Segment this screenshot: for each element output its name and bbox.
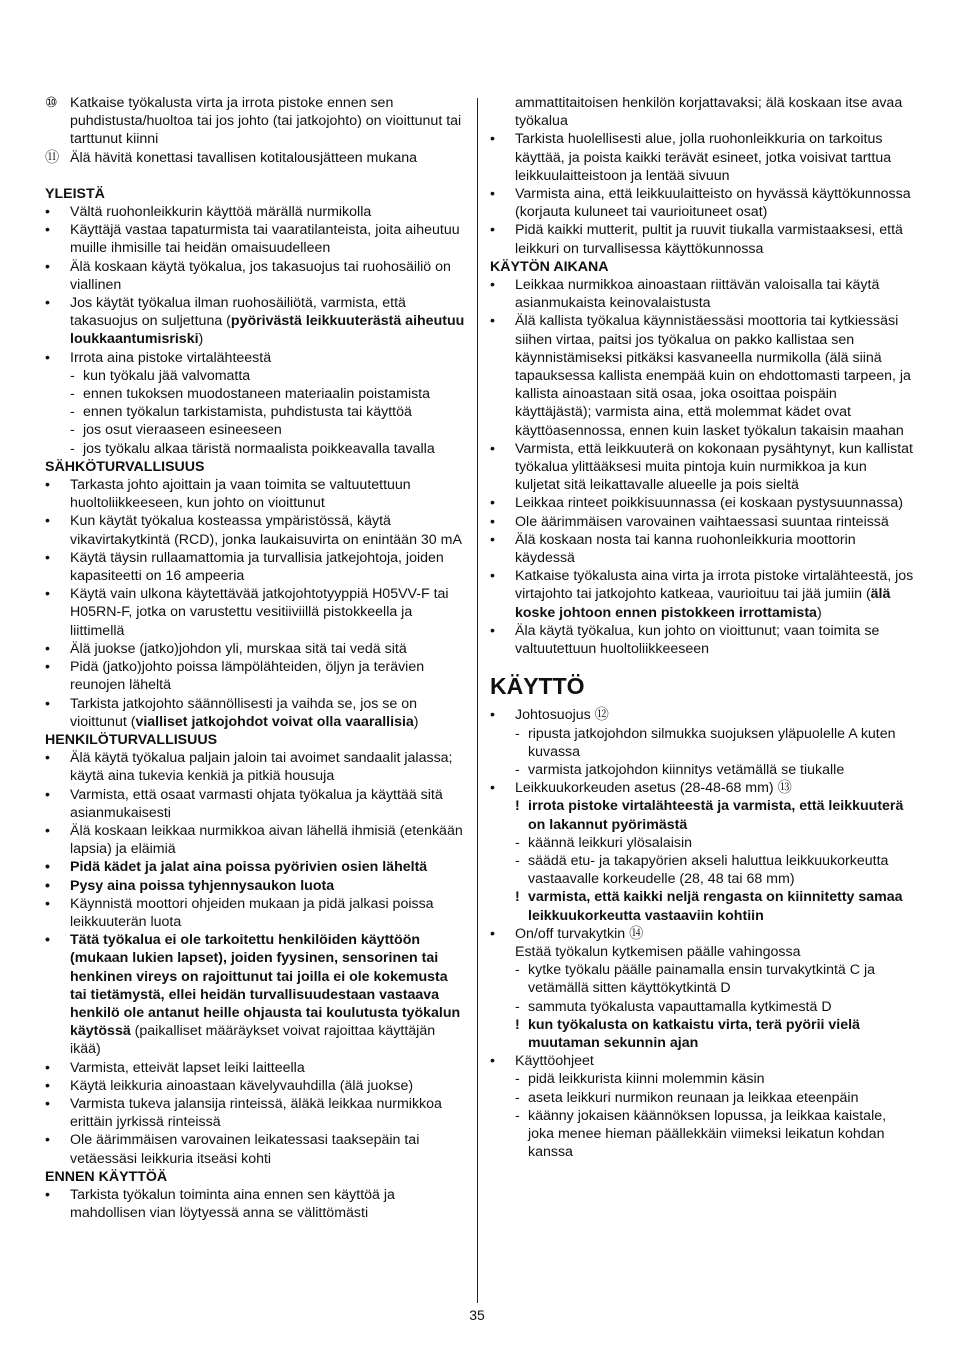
column-divider [477, 98, 478, 1303]
section-heading: HENKILÖTURVALLISUUS [45, 731, 218, 748]
item-text [515, 567, 914, 622]
text-run: Käytä täysin rullaamattomia ja turvallisia jatkejohtoja, joiden kapasiteetti on 16 ampeeria [70, 549, 444, 585]
text-run: Käyttäjä vastaa tapaturmista tai vaaratilanteista, joita aiheutuu muille ihmisille tai heidän omaisuudelleen [70, 222, 460, 257]
text-run: Jos käytät työkalua ilman ruohosäiliötä, varmista, että takasuojus on suljettuna ( [70, 295, 406, 330]
text-run: Tarkasta johto ajoittain ja vaan toimita se valtuutettuun huoltoliikkeeseen, kun johto on vioittunut [70, 477, 411, 512]
text-run: Johtosuojus ⑫ [515, 707, 609, 724]
numbered-item [45, 149, 467, 167]
bullet-item [490, 1052, 914, 1070]
item-marker: • [45, 222, 50, 239]
text-run: Käynnistä moottori ohjeiden mukaan ja pidä jalkasi poissa leikkuuterän luota [70, 895, 434, 930]
item-text [70, 1059, 467, 1077]
item-marker: • [490, 495, 495, 512]
text-run: Käytä leikkuria ainoastaan kävelyvauhdilla (älä juokse) [70, 1077, 414, 1094]
text-run: Leikkuukorkeuden asetus (28-48-68 mm) ⑬ [515, 780, 792, 797]
text-run: Älä koskaan nosta tai kanna ruohonleikkuria moottorin käydessä [515, 531, 856, 567]
bullet-item [45, 203, 467, 221]
text-run: ripusta jatkojohdon silmukka suojuksen yläpuolelle A kuten kuvassa [528, 725, 896, 760]
item-text [70, 749, 467, 785]
text-run: ennen tukoksen muodostaneen materiaalin poistamista [83, 386, 431, 403]
item-text [528, 852, 914, 888]
text-run: säädä etu- ja takapyörien akseli haluttua leikkuukorkeutta vastaavalle korkeudelle (28, 48 tai 68 mm) [528, 852, 889, 888]
item-text [515, 622, 914, 658]
item-marker: - [70, 440, 75, 457]
text-run: Tarkista jatkojohto säännöllisesti ja vaihda se, jos se on vioittunut ( [70, 695, 417, 730]
page-number: 35 [469, 1307, 485, 1323]
text-run: Varmista, että leikkuuterä on kokonaan pysähtynyt, kun kallistat työkalua ylittääksesi muita pintoja kuin nurmikkoa ja kun kuljetat sitä leikattavalle alueelle ja pois sieltä [515, 440, 913, 494]
sub-item [490, 1107, 914, 1162]
continued-text [490, 94, 914, 130]
item-marker: • [45, 859, 50, 876]
sub-item [45, 403, 467, 421]
text-run: Älä kallista työkalua käynnistäessäsi moottoria tai kytkiessäsi siihen virtaa, paitsi jos työkalua on pakko kallistaa sen käynnistämiseksi pitkäksi kasvaneella nurmikolla (älä siinä tapauksessa kallista enempää kuin on ehdottomasti tarpeen, ja kallista ainoastaan sitä osaa, joka osoittaa poispäin käyttäjästä); varmista aina, että molemmat kädet ovat käyttöasennossa, ennen kuin lasket työkalun takaisin maahan [515, 313, 911, 439]
item-text [515, 513, 914, 531]
section-heading: KÄYTÖN AIKANA [490, 258, 609, 275]
item-text [70, 549, 467, 585]
bullet-item [490, 531, 914, 567]
text-run: (paikalliset määräykset voivat rajoittaa käyttäjän ikää) [70, 1023, 436, 1058]
bullet-item [45, 695, 467, 731]
item-marker: - [515, 725, 520, 742]
item-text [528, 1016, 914, 1052]
sub-item [490, 834, 914, 852]
item-text [528, 797, 914, 833]
text-run: Tarkista työkalun toiminta aina ennen sen käyttöä ja mahdollisen vian löytyessä anna se välittömästi [70, 1186, 395, 1222]
item-marker: • [45, 750, 50, 767]
text-run: jos työkalu alkaa täristä normaalista poikkeavalla tavalla [83, 440, 435, 457]
note-text [490, 943, 914, 961]
section-heading: ENNEN KÄYTTÖÄ [45, 1168, 168, 1185]
item-marker: • [490, 313, 495, 330]
item-text [528, 1089, 914, 1107]
bullet-item [45, 258, 467, 294]
item-text [70, 585, 467, 640]
item-marker: - [70, 367, 75, 384]
item-text [70, 258, 467, 294]
item-text [70, 512, 467, 548]
item-text [83, 421, 467, 439]
bullet-item [490, 925, 914, 943]
item-marker: • [45, 1059, 50, 1076]
section-heading: SÄHKÖTURVALLISUUS [45, 458, 205, 475]
item-marker: • [490, 780, 495, 797]
item-text [70, 640, 467, 658]
right-column [490, 94, 914, 1161]
item-marker: - [515, 998, 520, 1015]
item-text [528, 1070, 914, 1088]
bullet-item [45, 585, 467, 640]
text-run: varmista jatkojohdon kiinnitys vetämällä se tiukalle [528, 761, 845, 778]
item-text [70, 221, 467, 257]
item-text [528, 888, 914, 924]
text-run: Älä koskaan leikkaa nurmikkoa aivan lähellä ihmisiä (etenkään lapsia) ja eläimiä [70, 822, 463, 858]
item-text [528, 834, 914, 852]
item-marker: • [490, 131, 495, 148]
text-run: käänny jokaisen käännöksen lopussa, ja leikkaa kaistale, joka menee hieman päällekkäin viimeksi leikatun kohdan kanssa [528, 1107, 887, 1161]
item-marker: - [70, 422, 75, 439]
text-run: aseta leikkuri nurmikon reunaan ja leikkaa eteenpäin [528, 1089, 859, 1106]
item-marker: • [490, 925, 495, 942]
item-text [70, 476, 467, 512]
warning-item [490, 797, 914, 833]
text-run: Älä koskaan käytä työkalua, jos takasuojus tai ruohosäiliö on viallinen [70, 258, 451, 293]
text-run: pidä leikkurista kiinni molemmin käsin [528, 1071, 765, 1088]
bullet-item [45, 658, 467, 694]
item-text [515, 440, 914, 495]
item-text [70, 786, 467, 822]
item-marker: • [45, 1077, 50, 1094]
bullet-item [45, 822, 467, 858]
text-run: Varmista tukeva jalansija rinteissä, äläkä leikkaa nurmikkoa erittäin jyrkissä rinteissä [70, 1095, 442, 1131]
bullet-item [45, 858, 467, 876]
text-run: Varmista aina, että leikkuulaitteisto on hyvässä käyttökunnossa (korjauta kuluneet tai vaurioituneet osat) [515, 186, 911, 221]
sub-item [45, 440, 467, 458]
bullet-item [45, 1059, 467, 1077]
item-text [70, 203, 467, 221]
item-text [70, 1077, 467, 1095]
item-marker: • [45, 640, 50, 657]
text-run: Tarkista huolellisesti alue, jolla ruohonleikkuria on tarkoitus käyttää, ja poista kaikki terävät esineet, jotka voisivat tarttua leikkuulaitteistoon ja lentää sivuun [515, 131, 892, 184]
item-marker: • [45, 586, 50, 603]
item-marker: • [45, 1132, 50, 1149]
text-run: On/off turvakytkin ⑭ [515, 925, 644, 942]
item-marker: • [45, 258, 50, 275]
item-marker: • [45, 1095, 50, 1112]
bold-text: Pidä kädet ja jalat aina poissa pyörivien osien läheltä [70, 859, 428, 876]
item-marker: ! [515, 889, 520, 906]
bullet-item [490, 567, 914, 622]
item-text [515, 312, 914, 439]
text-run: ) [413, 713, 419, 730]
item-marker: - [515, 962, 520, 979]
item-marker: - [70, 386, 75, 403]
sub-item [45, 421, 467, 439]
bullet-item [45, 1077, 467, 1095]
left-column [45, 94, 467, 1222]
item-marker: - [70, 404, 75, 421]
item-marker: ! [515, 798, 520, 815]
bold-text: pyörivästä leikkuuterästä aiheutuu loukkaantumisriski [70, 313, 465, 348]
item-marker: • [45, 786, 50, 803]
bullet-item [490, 130, 914, 185]
bold-text: Tätä työkalua ei ole tarkoitettu henkilöiden käyttöön (mukaan lukien lapset), joiden fyysinen, sensorinen tai henkinen vireys on rajoittunut tai joilla ei ole kokemusta tai tietämystä, ellei heidän turvallisuudestaan vastaava henkilö ole antanut heille ohjausta tai koulutusta työkalun käytössä [70, 932, 461, 1040]
text-run: kytke työkalu päälle painamalla ensin turvakytkintä C ja vetämällä sitten käyttökytkintä D [528, 962, 875, 997]
item-text [70, 349, 467, 367]
bullet-item [45, 549, 467, 585]
bullet-item [490, 276, 914, 312]
item-text [70, 94, 467, 149]
item-text [70, 695, 467, 731]
bullet-item [45, 476, 467, 512]
item-marker: - [515, 1071, 520, 1088]
item-marker: • [490, 440, 495, 457]
item-text [70, 658, 467, 694]
item-text [515, 221, 914, 257]
text-run: Äla käytä työkalua, kun johto on vioittunut; vaan toimita se valtuutettuun huoltoliikkeeseen [515, 622, 880, 658]
sub-item [490, 961, 914, 997]
bullet-item [45, 349, 467, 367]
bullet-item [45, 931, 467, 1058]
text-run: Leikkaa nurmikkoa ainoastaan riittävän valoisalla tai käytä asianmukaista keinovalaistusta [515, 277, 880, 312]
text-run: Leikkaa rinteet poikkisuunnassa (ei koskaan pystysuunnassa) [515, 495, 904, 512]
item-marker: • [490, 1053, 495, 1070]
text-run: Ole äärimmäisen varovainen leikatessasi taaksepäin tai vetäessäsi leikkuria itseäsi kohti [70, 1132, 420, 1167]
bullet-item [490, 779, 914, 797]
item-marker: - [515, 852, 520, 869]
item-marker: • [45, 513, 50, 530]
spacer [45, 167, 467, 185]
text-run: ennen työkalun tarkistamista, puhdistusta tai käyttöä [83, 404, 412, 421]
item-text [515, 531, 914, 567]
bullet-item [490, 494, 914, 512]
text-run: käännä leikkuri ylösalaisin [528, 834, 693, 851]
text-run: Kun käytät työkalua kosteassa ympäristössä, käytä vikavirtakytkintä (RCD), jonka laukaisuvirta on enintään 30 mA [70, 513, 462, 548]
text-run: Varmista, etteivät lapset leiki laitteella [70, 1059, 305, 1076]
item-text [515, 779, 914, 797]
item-marker: • [45, 932, 50, 949]
warning-item [490, 888, 914, 924]
item-text [515, 943, 914, 961]
item-marker: - [515, 834, 520, 851]
text-run: Katkaise työkalusta virta ja irrota pistoke ennen sen puhdistusta/huoltoa tai jos johto (tai jatkojohto) on vioittunut tai tarttunut kiinni [70, 95, 462, 148]
item-text [515, 130, 914, 185]
text-run: Katkaise työkalusta aina virta ja irrota pistoke virtalähteestä, jos virtajohto tai jatkojohto katkeaa, vaurioituu tai jää jumiin ( [515, 568, 914, 603]
item-text [70, 149, 467, 167]
item-text [528, 725, 914, 761]
bold-text: varmista, että kaikki neljä rengasta on kiinnitetty samaa leikkuukorkeutta vastaaviin kohtiin [528, 889, 903, 924]
bullet-item [490, 513, 914, 531]
item-text [515, 925, 914, 943]
item-text [70, 294, 467, 349]
warning-item [490, 1016, 914, 1052]
bullet-item [490, 706, 914, 724]
item-marker: • [45, 822, 50, 839]
bold-text: vialliset jatkojohdot voivat olla vaarallisia [135, 713, 414, 730]
item-marker: • [490, 513, 495, 530]
bold-text: irrota pistoke virtalähteestä ja varmista, että leikkuuterä on lakannut pyörimästä [528, 798, 904, 833]
text-run: jos osut vieraaseen esineeseen [83, 422, 282, 439]
bullet-item [45, 1131, 467, 1167]
sub-item [490, 1089, 914, 1107]
chapter-heading: KÄYTTÖ [490, 673, 585, 700]
item-text [83, 367, 467, 385]
text-run: Älä juokse (jatko)johdon yli, murskaa sitä tai vedä sitä [70, 640, 407, 657]
bullet-item [45, 512, 467, 548]
item-marker: • [45, 895, 50, 912]
item-text [528, 761, 914, 779]
item-marker: • [490, 277, 495, 294]
bullet-item [490, 622, 914, 658]
text-run: Käytä vain ulkona käytettävää jatkojohtotyyppiä H05VV-F tai H05RN-F, jotka on varustettu vesitiiviillä pistokkeella ja liittimellä [70, 586, 449, 639]
item-marker: • [490, 707, 495, 724]
item-marker: • [45, 477, 50, 494]
item-text [515, 94, 914, 130]
item-marker: • [45, 659, 50, 676]
sub-item [45, 367, 467, 385]
item-text [70, 858, 467, 876]
item-marker: • [490, 622, 495, 639]
item-marker: • [490, 186, 495, 203]
item-text [70, 822, 467, 858]
item-marker: • [490, 531, 495, 548]
text-run: ) [198, 331, 204, 348]
item-text [515, 1052, 914, 1070]
sub-item [490, 725, 914, 761]
section-heading: YLEISTÄ [45, 185, 105, 202]
item-marker: • [45, 204, 50, 221]
bullet-item [45, 221, 467, 257]
item-text [83, 385, 467, 403]
bullet-item [45, 1095, 467, 1131]
item-text [83, 403, 467, 421]
item-marker: • [45, 295, 50, 312]
bullet-item [490, 440, 914, 495]
item-marker: - [515, 1107, 520, 1124]
item-marker: • [45, 349, 50, 366]
bullet-item [45, 294, 467, 349]
item-text [70, 877, 467, 895]
item-marker: - [515, 761, 520, 778]
item-marker: • [45, 695, 50, 712]
sub-item [45, 385, 467, 403]
bullet-item [45, 877, 467, 895]
item-text [528, 961, 914, 997]
text-run: Irrota aina pistoke virtalähteestä [70, 349, 272, 366]
bold-text: kun työkalusta on katkaistu virta, terä pyörii vielä muutaman sekunnin ajan [528, 1016, 860, 1051]
item-text [515, 706, 914, 724]
item-text [515, 494, 914, 512]
text-run: Pidä (jatko)johto poissa lämpölähteiden, öljyn ja terävien reunojen läheltä [70, 659, 425, 694]
text-run: Käyttöohjeet [515, 1053, 594, 1070]
item-text [528, 1107, 914, 1162]
bullet-item [45, 749, 467, 785]
item-text [70, 1131, 467, 1167]
item-text [515, 185, 914, 221]
text-run: Vältä ruohonleikkurin käyttöä märällä nurmikolla [70, 204, 372, 221]
item-text [70, 1186, 467, 1222]
item-marker: • [45, 1186, 50, 1203]
bullet-item [45, 1186, 467, 1222]
numbered-item [45, 94, 467, 149]
bullet-item [45, 895, 467, 931]
sub-item [490, 761, 914, 779]
item-marker: • [45, 877, 50, 894]
text-run: Pidä kaikki mutterit, pultit ja ruuvit tiukalla varmistaaksesi, että leikkuri on turvallisessa käyttökunnossa [515, 222, 903, 257]
bullet-item [45, 786, 467, 822]
text-run: Älä hävitä konettasi tavallisen kotitalousjätteen mukana [70, 149, 418, 166]
item-text [70, 931, 467, 1058]
text-run: Ole äärimmäisen varovainen vaihtaessasi suuntaa rinteissä [515, 513, 889, 530]
bullet-item [490, 221, 914, 257]
text-run: sammuta työkalusta vapauttamalla kytkimestä D [528, 998, 832, 1015]
bold-text: älä koske johtoon ennen pistokkeen irrottamista [515, 586, 891, 621]
sub-item [490, 852, 914, 888]
item-text [70, 895, 467, 931]
sub-item [490, 998, 914, 1016]
item-marker: • [490, 222, 495, 239]
item-marker: ⑪ [45, 149, 60, 166]
item-marker: ! [515, 1016, 520, 1033]
item-text [83, 440, 467, 458]
item-marker: ⑩ [45, 95, 58, 111]
item-marker: • [490, 568, 495, 585]
item-text [515, 276, 914, 312]
text-run: ammattitaitoisen henkilön korjattavaksi; älä koskaan itse avaa työkalua [515, 95, 903, 130]
bullet-item [490, 185, 914, 221]
item-text [70, 1095, 467, 1131]
text-run: Varmista, että osaat varmasti ohjata työkalua ja käyttää sitä asianmukaisesti [70, 786, 443, 821]
bullet-item [45, 640, 467, 658]
sub-item [490, 1070, 914, 1088]
text-run: Estää työkalun kytkemisen päälle vahingossa [515, 943, 801, 960]
text-run: Älä käytä työkalua paljain jaloin tai avoimet sandaalit jalassa; käytä aina tukevia kenkiä ja pitkiä housuja [70, 750, 453, 785]
bold-text: Pysy aina poissa tyhjennysaukon luota [70, 877, 335, 894]
item-marker: - [515, 1089, 520, 1106]
bullet-item [490, 312, 914, 439]
item-marker: • [45, 549, 50, 566]
text-run: kun työkalu jää valvomatta [83, 367, 251, 384]
text-run: ) [816, 604, 822, 621]
item-text [528, 998, 914, 1016]
